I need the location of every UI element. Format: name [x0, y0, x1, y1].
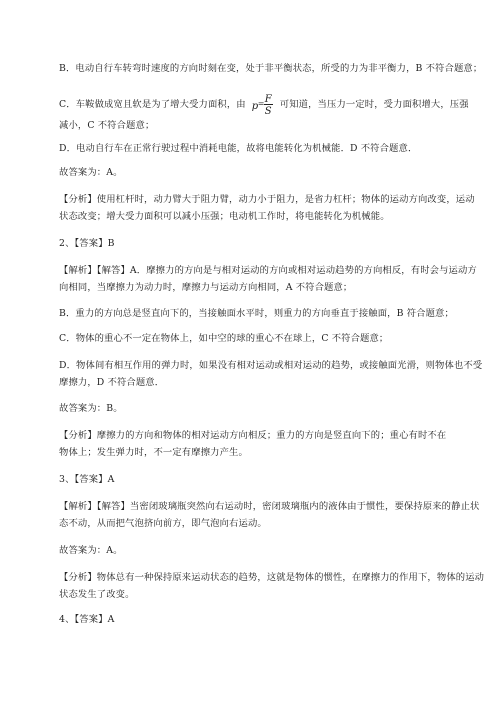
question-3-header: 3、【答案】A	[59, 474, 115, 485]
formula-numerator: F	[264, 94, 272, 105]
option-c-text-before: C．车鞍做成宽且软是为了增大受力面积，由	[59, 99, 246, 110]
q3-explain-line: 【解析】【解答】当密闭玻璃瓶突然向右运动时，密闭玻璃瓶内的液体由于惯性，要保持原来的静止状	[59, 501, 480, 512]
question-2-option-c: C．物体的重心不一定在物体上，如中空的球的重心不在球上，C 不符合题意；	[59, 333, 389, 344]
analysis-1-line: 状态改变；增大受力面积可以减小压强；电动机工作时，将电能转化为机械能。	[59, 211, 390, 222]
question-2-option-a	[59, 263, 477, 295]
question-4-header: 4、【答案】A	[59, 614, 115, 625]
question-3-explanation	[59, 499, 480, 531]
answer-3: 故答案为：A。	[59, 545, 123, 556]
q2-d-line: 摩擦力，D 不符合题意．	[59, 377, 165, 388]
formula-denominator: S	[264, 106, 272, 117]
paragraph-option-d: D．电动自行车在正常行驶过程中消耗电能，故将电能转化为机械能．D 不符合题意．	[59, 143, 418, 154]
answer-2: 故答案为：B。	[59, 403, 123, 414]
question-2-option-b: B．重力的方向总是竖直向下的，当接触面水平时，则重力的方向垂直于接触面，B 符合题意；	[59, 308, 454, 319]
analysis-2-line: 物体上；发生弹力时，不一定有摩擦力产生。	[59, 447, 248, 458]
analysis-2	[59, 428, 447, 460]
q3-explain-line: 态不动，从而把气泡挤向前方，即气泡向右运动。	[59, 518, 267, 529]
option-c-line2: 减小，C 不符合题意；	[59, 120, 155, 131]
option-c-text-after: 可知道，当压力一定时，受力面积增大，压强	[279, 99, 469, 110]
analysis-3-line: 状态发生了改变。	[59, 589, 135, 600]
option-c-line1	[59, 93, 469, 117]
question-2-option-d	[59, 358, 483, 390]
analysis-1-line: 【分析】使用杠杆时，动力臂大于阻力臂，动力小于阻力，是省力杠杆；物体的运动方向改变，运动	[59, 194, 475, 205]
analysis-1	[59, 192, 475, 224]
paragraph-option-b: B．电动自行车转弯时速度的方向时刻在变，处于非平衡状态，所受的力为非平衡力，B 不符合题意；	[59, 63, 483, 74]
answer-1: 故答案为：A。	[59, 167, 123, 178]
q2-d-line: D．物体间有相互作用的弹力时，如果没有相对运动或相对运动的趋势，或接触面光滑，则物体也不受	[59, 360, 483, 371]
question-2-header: 2、【答案】B	[59, 238, 115, 249]
analysis-3-line: 【分析】物体总有一种保持原来运动状态的趋势，这就是物体的惯性，在摩擦力的作用下，物体的运动	[59, 572, 485, 583]
formula-p: p	[251, 101, 259, 112]
analysis-2-line: 【分析】摩擦力的方向和物体的相对运动方向相反；重力的方向是竖直向下的；重心有时不在	[59, 430, 447, 441]
pressure-formula	[252, 93, 276, 115]
analysis-3	[59, 570, 485, 602]
formula-equals: =	[257, 99, 265, 108]
paragraph-option-c	[59, 93, 469, 133]
q2-a-line: 【解析】【解答】A．摩擦力的方向是与相对运动的方向或相对运动趋势的方向相反，有时会与运动方	[59, 265, 477, 276]
q2-a-line: 向相同，当摩擦力为动力时，摩擦力与运动方向相同，A 不符合题意；	[59, 282, 353, 293]
